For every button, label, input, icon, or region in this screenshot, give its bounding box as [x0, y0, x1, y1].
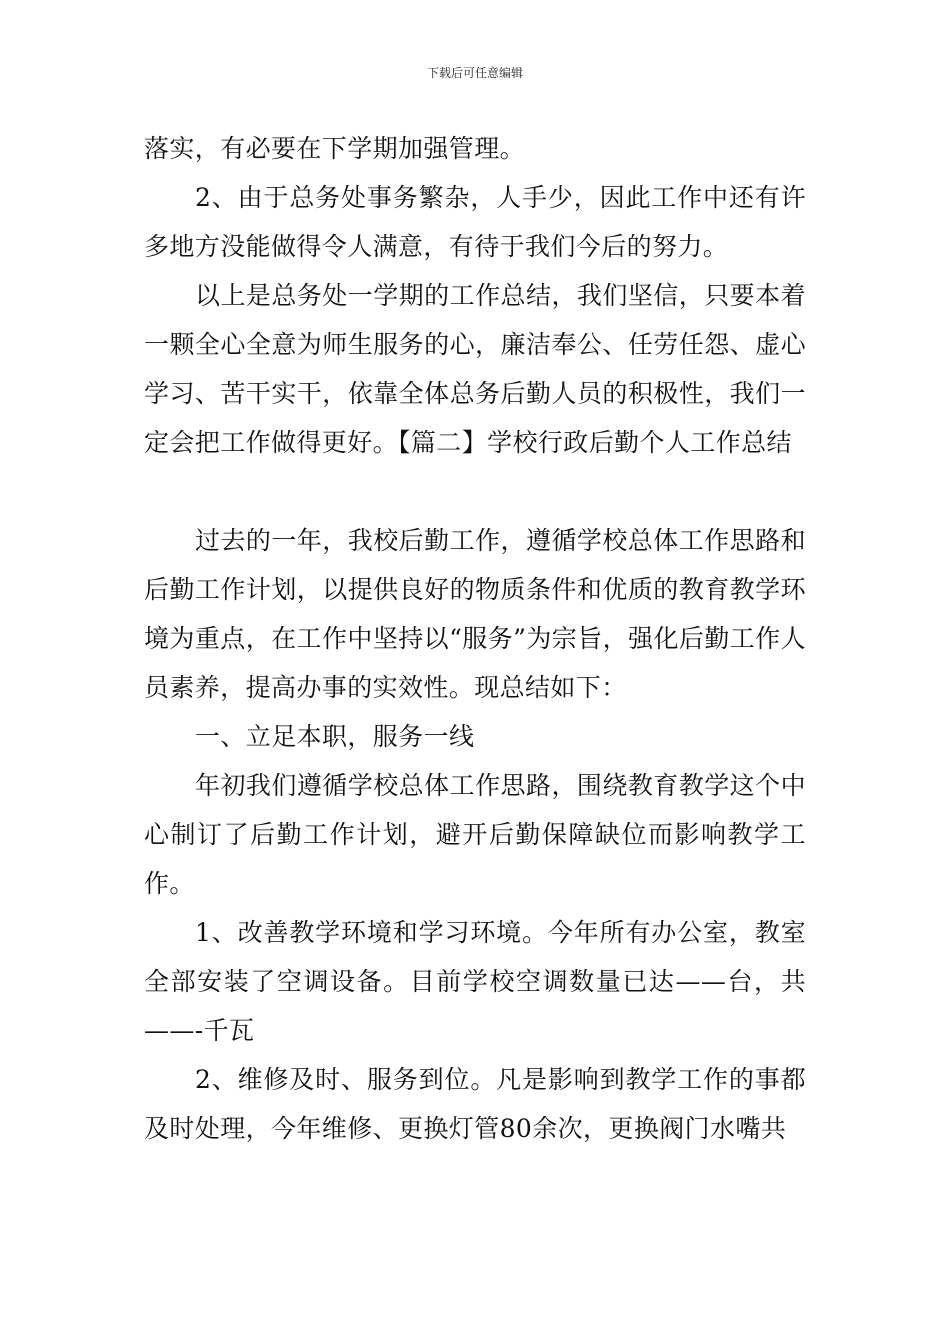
paragraph-gap — [144, 467, 806, 516]
section-heading: 一、立足本职，服务一线 — [195, 722, 475, 751]
paragraph-1: 落实，有必要在下学期加强管理。 — [144, 134, 526, 163]
paragraph-5: 年初我们遵循学校总体工作思路，围绕教育教学这个中心制订了后勤工作计划，避开后勤保障缺位而影响教学工作。 — [144, 771, 806, 898]
page-header: 下载后可任意编辑 — [426, 66, 523, 80]
paragraph-6: 1、改善教学环境和学习环境。今年所有办公室，教室全部安装了空调设备。目前学校空调数量已达——台，共——-千瓦 — [144, 918, 806, 1045]
paragraph-4: 过去的一年，我校后勤工作，遵循学校总体工作思路和后勤工作计划，以提供良好的物质条件和优质的教育教学环境为重点，在工作中坚持以“服务”为宗旨，强化后勤工作人员素养，提高办事的实效性。现总结如下： — [144, 526, 806, 702]
paragraph-2: 2、由于总务处事务繁杂，人手少，因此工作中还有许多地方没能做得令人满意，有待于我们今后的努力。 — [144, 183, 806, 261]
document-body — [144, 124, 806, 1153]
paragraph-7: 2、维修及时、服务到位。凡是影响到教学工作的事都及时处理，今年维修、更换灯管80余次，更换阀门水嘴共 — [144, 1065, 806, 1143]
paragraph-3: 以上是总务处一学期的工作总结，我们坚信，只要本着一颗全心全意为师生服务的心，廉洁奉公、任劳任怨、虚心学习、苦干实干，依靠全体总务后勤人员的积极性，我们一定会把工作做得更好。【篇二】学校行政后勤个人工作总结 — [144, 281, 806, 457]
